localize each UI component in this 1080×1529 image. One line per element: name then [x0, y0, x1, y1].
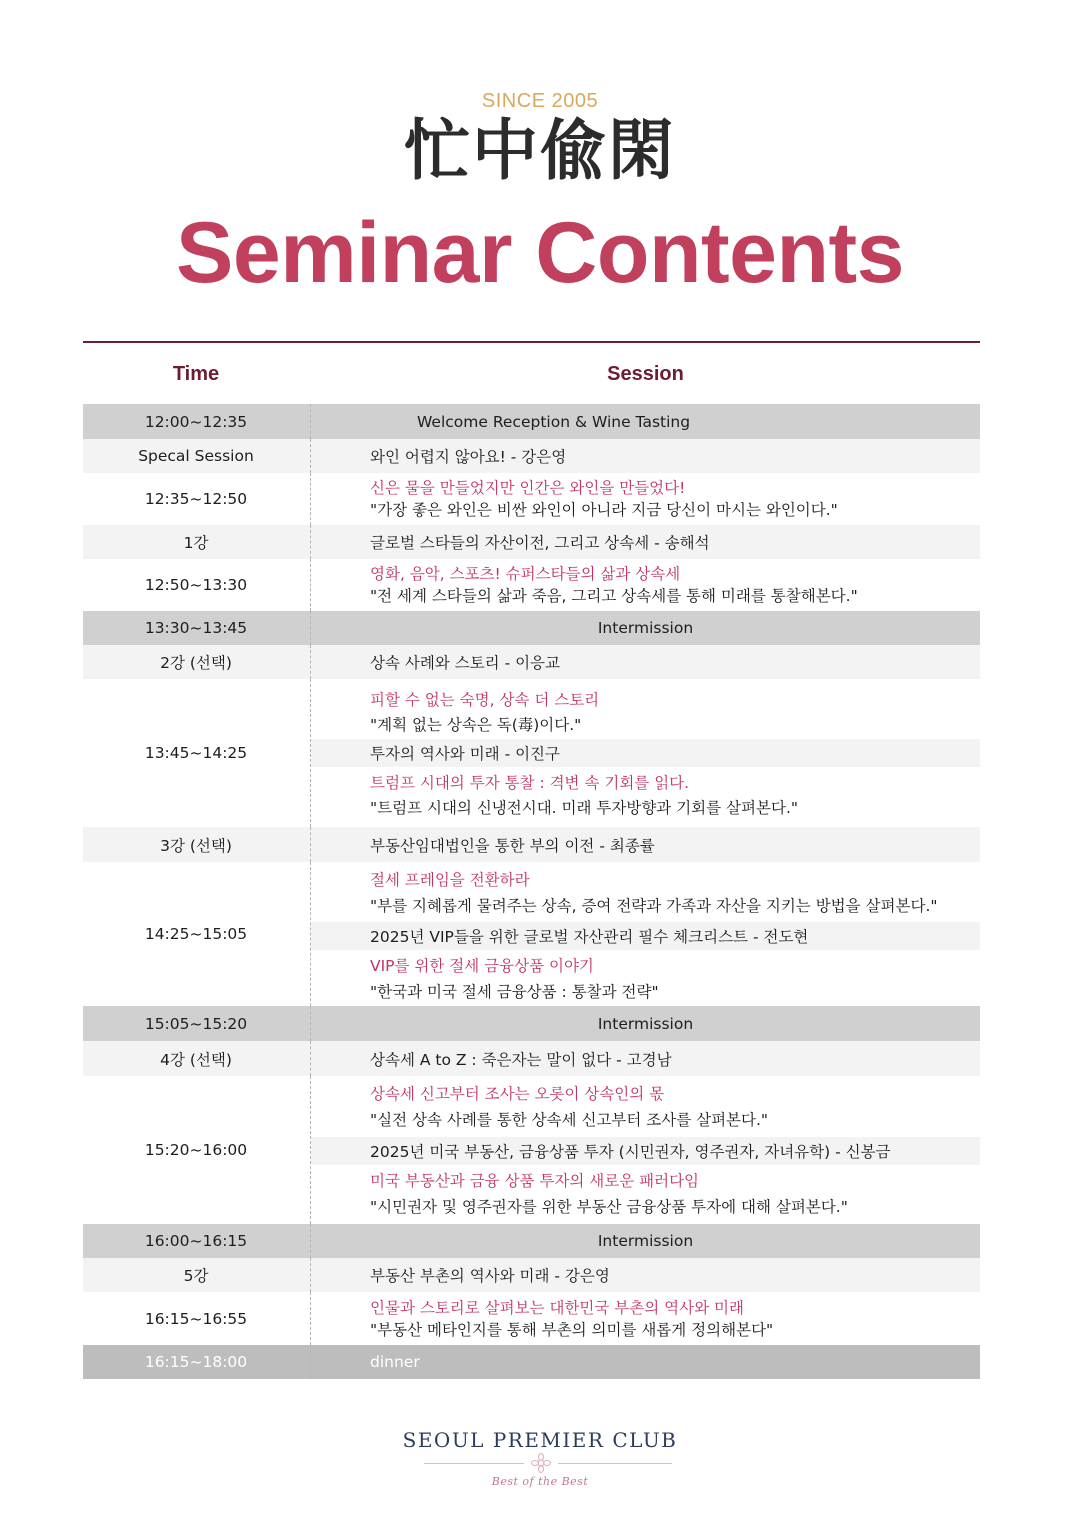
- row-time: 3강 (선택): [160, 836, 232, 855]
- row-session: 2025년 미국 부동산, 금융상품 투자 (시민권자, 영주권자, 자녀유학) - 신봉금: [370, 1143, 891, 1161]
- row-session: 상속 사례와 스토리 - 이응교: [370, 654, 561, 672]
- column-divider: [310, 1345, 311, 1379]
- column-divider: [310, 1258, 311, 1292]
- header-divider: [83, 341, 980, 343]
- row-session: Intermission: [597, 1232, 694, 1250]
- row-time: 16:15~18:00: [144, 1353, 248, 1371]
- schedule-table: [83, 404, 980, 1379]
- table-row: [83, 439, 980, 473]
- row-time: Specal Session: [138, 447, 254, 465]
- row-session: 와인 어렵지 않아요! - 강은영: [370, 448, 567, 466]
- column-divider: [310, 645, 311, 679]
- row-time: 1강: [183, 534, 209, 552]
- row-time: 12:35~12:50: [144, 490, 248, 508]
- row-session: 부동산 부촌의 역사와 미래 - 강은영: [370, 1267, 610, 1285]
- row-time: 14:25~15:05: [144, 925, 248, 943]
- row-session: 상속세 A to Z : 죽은자는 말이 없다 - 고경남: [370, 1050, 672, 1069]
- table-row: [83, 1292, 980, 1345]
- footer-tagline: Best of the Best: [491, 1475, 589, 1488]
- page-title: Seminar Contents: [176, 205, 904, 301]
- row-session: Welcome Reception & Wine Tasting: [417, 412, 691, 431]
- session-subtitle: 신은 물을 만들었지만 인간은 와인을 만들었다!: [370, 479, 686, 497]
- table-row: [83, 827, 980, 862]
- table-row: [83, 611, 980, 645]
- session-subtitle: VIP를 위한 절세 금융상품 이야기: [370, 957, 594, 975]
- session-subtitle: 피할 수 없는 숙명, 상속 더 스토리: [370, 691, 600, 709]
- row-time: 4강 (선택): [160, 1050, 232, 1069]
- brand-title: 忙中偸閑: [404, 111, 676, 189]
- column-divider: [310, 1076, 311, 1224]
- column-divider: [310, 1292, 311, 1345]
- row-time: 15:05~15:20: [144, 1014, 248, 1033]
- table-row: [83, 525, 980, 559]
- session-subtitle: 인물과 스토리로 살펴보는 대한민국 부촌의 역사와 미래: [370, 1298, 744, 1317]
- table-row: [83, 1224, 980, 1258]
- column-divider: [310, 473, 311, 525]
- row-session: Intermission: [597, 619, 694, 637]
- row-session: dinner: [370, 1353, 420, 1371]
- row-time: 13:45~14:25: [144, 744, 248, 762]
- table-row: [83, 645, 980, 679]
- table-row: [83, 1006, 980, 1041]
- session-subtitle: 상속세 신고부터 조사는 오롯이 상속인의 몫: [370, 1085, 665, 1103]
- table-row: [83, 473, 980, 525]
- table-row: [83, 1345, 980, 1379]
- session-subtitle: 절세 프레임을 전환하라: [370, 871, 530, 889]
- table-row: [83, 1258, 980, 1292]
- row-session: 글로벌 스타들의 자산이전, 그리고 상속세 - 송해석: [370, 534, 710, 552]
- column-divider: [310, 1041, 311, 1076]
- session-detail: [370, 559, 980, 611]
- footer-divider-right: [558, 1463, 672, 1464]
- row-time: 12:50~13:30: [144, 576, 248, 594]
- column-divider: [310, 559, 311, 611]
- table-row: [83, 559, 980, 611]
- table-row: [83, 1076, 980, 1224]
- table-row: [83, 404, 980, 439]
- row-time: 12:00~12:35: [144, 412, 248, 431]
- row-time: 16:15~16:55: [144, 1309, 248, 1328]
- column-divider: [310, 404, 311, 439]
- session-subtitle: 트럼프 시대의 투자 통찰 : 격변 속 기회를 읽다.: [370, 774, 690, 792]
- footer-brand: SEOUL PREMIER CLUB: [402, 1428, 678, 1452]
- session-quote: "부동산 메타인지를 통해 부촌의 의미를 새롭게 정의해본다": [370, 1320, 774, 1339]
- column-divider: [310, 679, 311, 827]
- session-quote: "시민권자 및 영주권자를 위한 부동산 금융상품 투자에 대해 살펴본다.": [370, 1198, 848, 1216]
- table-row: [83, 862, 980, 1006]
- session-subtitle: 영화, 음악, 스포츠! 슈퍼스타들의 삶과 상속세: [370, 565, 681, 583]
- column-divider: [310, 439, 311, 473]
- column-header-session: Session: [607, 363, 684, 385]
- session-quote: "가장 좋은 와인은 비싼 와인이 아니라 지금 당신이 마시는 와인이다.": [370, 501, 838, 519]
- session-detail: [370, 473, 980, 525]
- table-row: [83, 1041, 980, 1076]
- session-quote: "전 세계 스타들의 삶과 죽음, 그리고 상속세를 통해 미래를 통찰해본다.": [370, 587, 858, 605]
- flower-ornament-icon: [528, 1452, 554, 1474]
- row-time: 13:30~13:45: [144, 619, 248, 637]
- session-quote: "트럼프 시대의 신냉전시대. 미래 투자방향과 기회를 살펴본다.": [370, 799, 799, 817]
- column-divider: [310, 525, 311, 559]
- row-time: 5강: [183, 1267, 209, 1285]
- footer-divider-left: [424, 1463, 524, 1464]
- column-divider: [310, 862, 311, 1006]
- row-time: 2강 (선택): [160, 654, 232, 672]
- since-label: SINCE 2005: [481, 90, 599, 112]
- session-quote: "실전 상속 사례를 통한 상속세 신고부터 조사를 살펴본다.": [370, 1111, 769, 1129]
- row-time: 16:00~16:15: [144, 1232, 248, 1250]
- column-header-time: Time: [172, 363, 220, 385]
- row-session: Intermission: [597, 1014, 694, 1033]
- session-subtitle: 미국 부동산과 금융 상품 투자의 새로운 패러다임: [370, 1172, 700, 1190]
- row-session: 부동산임대법인을 통한 부의 이전 - 최종률: [370, 836, 655, 855]
- row-session: 2025년 VIP들을 위한 글로벌 자산관리 필수 체크리스트 - 전도현: [370, 928, 809, 946]
- column-divider: [310, 827, 311, 862]
- table-row: [83, 679, 980, 827]
- table-header: [83, 358, 980, 390]
- session-quote: "한국과 미국 절세 금융상품 : 통찰과 전략": [370, 983, 659, 1001]
- session-detail: [370, 1292, 980, 1345]
- session-quote: "계획 없는 상속은 독(毒)이다.": [370, 716, 582, 734]
- session-quote: "부를 지혜롭게 물려주는 상속, 증여 전략과 가족과 자산을 지키는 방법을 살펴본다.": [370, 897, 938, 915]
- row-time: 15:20~16:00: [144, 1141, 248, 1159]
- row-session: 투자의 역사와 미래 - 이진구: [370, 745, 561, 763]
